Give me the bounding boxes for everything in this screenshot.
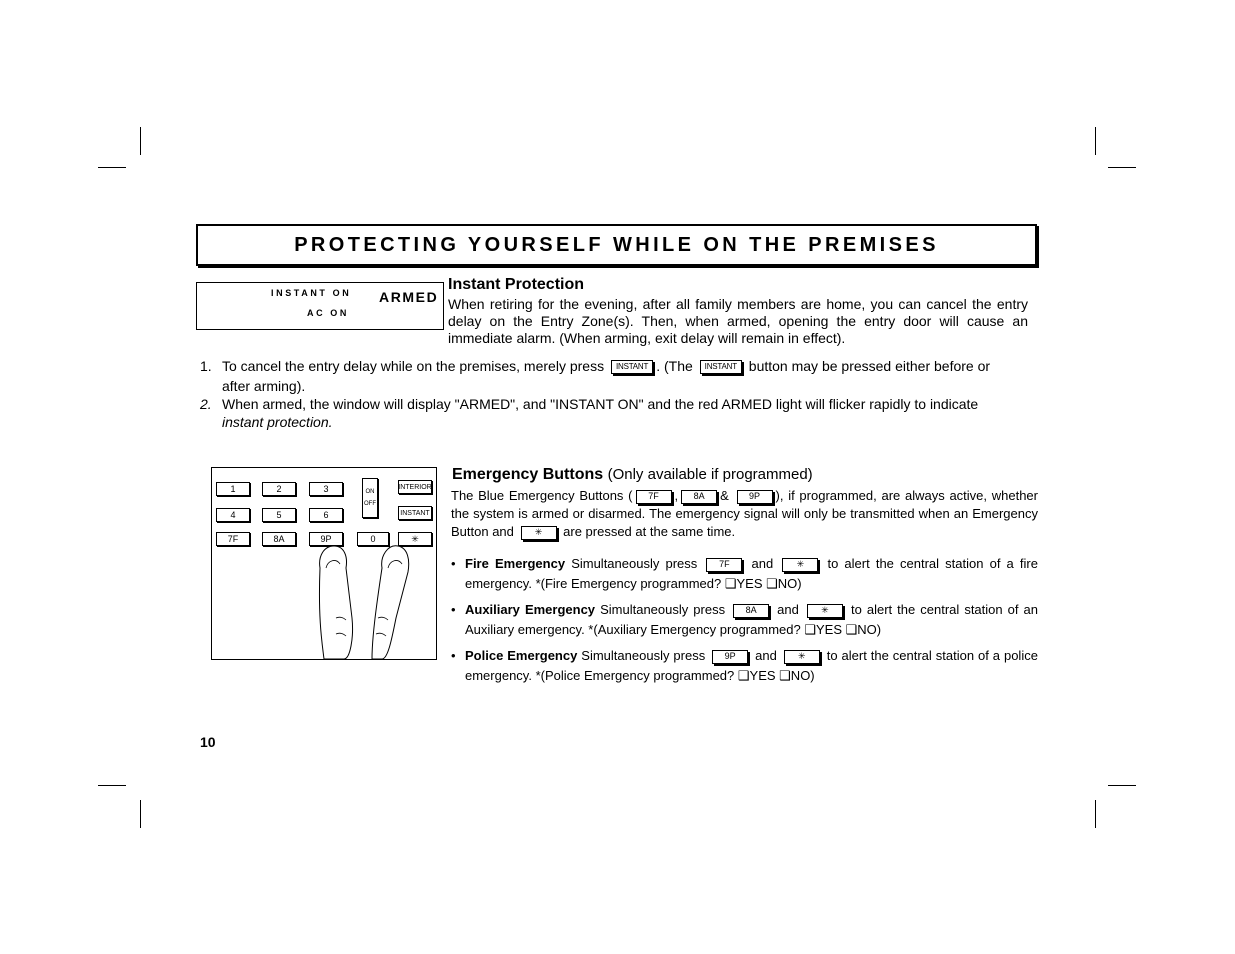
page-number: 10	[200, 734, 216, 750]
emergency-paragraph: The Blue Emergency Buttons ( 7F , 8A & 9P ), if programmed, are always active, whether the system is armed or disarmed. The emergency signal will only be transmitted when an Emergency Button and ✳ are pressed at the same time.	[451, 488, 1038, 539]
instant-protection-heading: Instant Protection	[448, 276, 585, 293]
interior-key: INTERIOR	[398, 480, 432, 494]
switch-off-label: OFF	[364, 501, 376, 507]
step-text: after arming).	[222, 378, 306, 394]
page-title-box	[196, 224, 1037, 266]
keypad-key-9p: 9P	[309, 532, 343, 546]
step-text: . (The	[656, 358, 693, 374]
keypad-display	[196, 282, 444, 330]
star-key-icon: ✳	[784, 650, 820, 664]
crop-mark	[98, 785, 126, 786]
bullet-fire-emergency: • Fire Emergency Simultaneously press 7F and ✳ to alert the central station of a fire emergency. *(Fire Emergency programmed? ❑YES ❑NO)	[451, 556, 1038, 591]
bullet-label: Police Emergency	[465, 648, 578, 663]
step-text: When armed, the window will display "ARMED", and "INSTANT ON" and the red ARMED light will flicker rapidly to indicate	[222, 396, 979, 412]
keypad-key-0: 0	[357, 532, 389, 546]
keypad-key-4: 4	[216, 508, 250, 522]
star-key-icon: ✳	[782, 558, 818, 572]
crop-mark	[1095, 800, 1096, 828]
instant-key-icon: INSTANT	[611, 360, 653, 374]
display-armed: ARMED	[379, 289, 439, 305]
emergency-heading-note: (Only available if programmed)	[607, 466, 813, 483]
display-line-ac-on: AC ON	[307, 308, 349, 318]
page-title: PROTECTING YOURSELF WHILE ON THE PREMISES	[294, 233, 939, 256]
display-line-instant-on: INSTANT ON	[271, 288, 352, 298]
crop-mark	[1095, 127, 1096, 155]
keypad-key-3: 3	[309, 482, 343, 496]
keypad-key-8a: 8A	[262, 532, 296, 546]
star-key: ✳	[398, 532, 432, 546]
star-key-icon: ✳	[807, 604, 843, 618]
instant-key-icon: INSTANT	[700, 360, 742, 374]
step-text: button may be pressed either before or	[748, 358, 991, 374]
step-number: 1.	[200, 358, 212, 374]
keypad-key-6: 6	[309, 508, 343, 522]
crop-mark	[140, 800, 141, 828]
step-text-italic: instant protection.	[222, 414, 333, 430]
crop-mark	[1108, 167, 1136, 168]
bullet-label: Auxiliary Emergency	[465, 602, 596, 617]
aux-key-icon: 8A	[733, 604, 769, 618]
step-text: To cancel the entry delay while on the premises, merely press	[222, 358, 605, 374]
step-1	[200, 356, 1030, 396]
keypad-key-1: 1	[216, 482, 250, 496]
aux-key-icon: 8A	[681, 490, 717, 504]
switch-on-label: ON	[365, 489, 375, 495]
keypad-key-2: 2	[262, 482, 296, 496]
emergency-heading-title: Emergency Buttons	[452, 466, 604, 483]
bullet-label: Fire Emergency	[465, 556, 566, 571]
fingers-pressing-icon	[212, 468, 436, 659]
crop-mark	[98, 167, 126, 168]
fire-key-icon: 7F	[636, 490, 672, 504]
keypad-illustration	[211, 467, 437, 660]
star-key-icon: ✳	[521, 526, 557, 540]
step-2	[200, 395, 1030, 435]
instant-protection-paragraph: When retiring for the evening, after all family members are home, you can cancel the entry delay on the Entry Zone(s). Then, when armed, opening the entry door will cause an immediate alarm. (When arming, exit delay will remain in effect).	[448, 296, 1028, 346]
crop-mark	[1108, 785, 1136, 786]
keypad-key-7f: 7F	[216, 532, 250, 546]
crop-mark	[140, 127, 141, 155]
keypad-key-5: 5	[262, 508, 296, 522]
bullet-auxiliary-emergency: • Auxiliary Emergency Simultaneously press 8A and ✳ to alert the central station of an Auxiliary emergency. *(Auxiliary Emergency programmed? ❑YES ❑NO)	[451, 602, 1038, 637]
police-key-icon: 9P	[737, 490, 773, 504]
emergency-heading	[452, 466, 813, 484]
instant-key: INSTANT	[398, 506, 432, 520]
fire-key-icon: 7F	[706, 558, 742, 572]
police-key-icon: 9P	[712, 650, 748, 664]
step-number: 2.	[200, 396, 212, 412]
bullet-police-emergency: • Police Emergency Simultaneously press 9P and ✳ to alert the central station of a police emergency. *(Police Emergency programmed? ❑YES ❑NO)	[451, 648, 1038, 683]
